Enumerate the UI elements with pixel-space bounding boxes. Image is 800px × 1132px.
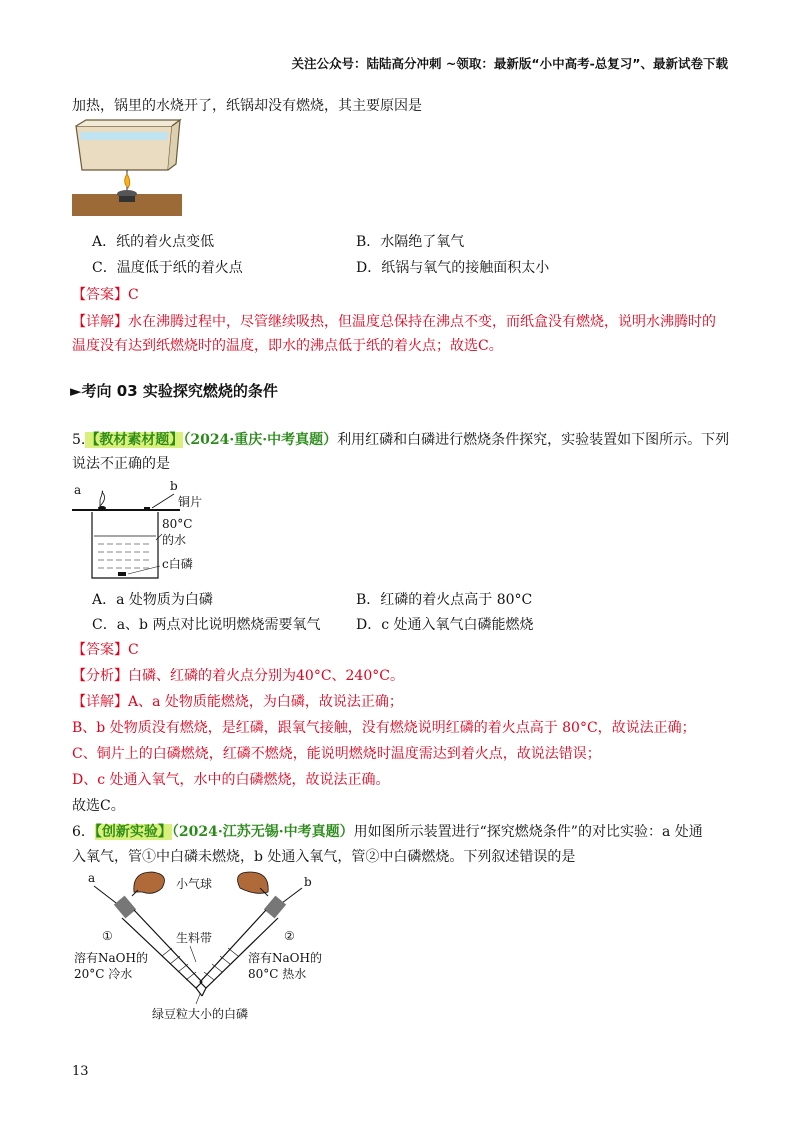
fig-label-right-line1: 溶有NaOH的 xyxy=(248,951,322,965)
q6-number: 6． xyxy=(72,824,95,840)
answer-label: 【答案】 xyxy=(72,287,128,303)
q5-option-a: A．a 处物质为白磷 xyxy=(92,592,213,608)
q4-option-d: D．纸锅与氧气的接触面积太小 xyxy=(356,260,550,276)
q5-detail-d: D、c 处通入氧气，水中的白磷燃烧，故说法正确。 xyxy=(72,772,390,788)
fig-label-water: 的水 xyxy=(162,533,187,547)
detail-label: 【详解】 xyxy=(72,314,128,330)
answer-value: C xyxy=(128,287,139,303)
q5-analysis xyxy=(72,664,732,688)
q5-detail-b: B、b 处物质没有燃烧，是红磷，跟氧气接触，没有燃烧说明红磷的着火点高于 80°C，故说法正确； xyxy=(72,720,696,736)
fig-label-right-line2: 80°C 热水 xyxy=(248,967,307,981)
page-header: 关注公众号：陆陆高分冲刺 ~领取：最新版“小中高考-总复习”、最新试卷下载 xyxy=(291,56,728,71)
q4-option-c: C．温度低于纸的着火点 xyxy=(92,260,243,276)
fig-label-b: b xyxy=(304,875,312,889)
fig-label-a: a xyxy=(74,483,82,497)
page-number: 13 xyxy=(72,1064,89,1079)
phosphorus-beaker-figure xyxy=(72,478,252,586)
analysis-text: 白磷、红磷的着火点分别为40°C、240°C。 xyxy=(128,668,404,684)
detail-text: A、a 处物质能燃烧，为白磷，故说法正确； xyxy=(128,694,403,710)
detail-label: 【详解】 xyxy=(72,694,128,710)
fig-label-a: a xyxy=(88,871,96,885)
q5-stem-text: 利用红磷和白磷进行燃烧条件探究，实验装置如下图所示。下列 xyxy=(337,432,730,448)
q5-conclusion: 故选C。 xyxy=(72,798,125,814)
y-tube-figure xyxy=(72,866,332,1026)
q5-source: （2024·重庆·中考真题） xyxy=(183,432,338,448)
fig-label-balloon: 小气球 xyxy=(176,877,213,891)
q5-option-c: C．a、b 两点对比说明燃烧需要氧气 xyxy=(92,617,321,633)
fig-label-tube1: ① xyxy=(102,929,113,943)
q4-detail-line1 xyxy=(72,310,732,334)
q5-stem-line1 xyxy=(72,428,732,452)
q4-answer xyxy=(72,283,732,307)
q4-stem: 加热，锅里的水烧开了，纸锅却没有燃烧，其主要原因是 xyxy=(72,98,422,114)
fig-label-copper: 铜片 xyxy=(178,495,203,509)
fig-label-tube2: ② xyxy=(284,929,295,943)
fig-label-temp: 80°C xyxy=(162,517,193,531)
q5-number: 5. xyxy=(72,432,86,448)
answer-label: 【答案】 xyxy=(72,642,128,658)
q6-stem-line2: 入氧气，管①中白磷未燃烧，b 处通入氧气，管②中白磷燃烧。下列叙述错误的是 xyxy=(72,849,576,865)
q5-detail-a xyxy=(72,690,732,714)
q4-detail-line2: 温度没有达到纸燃烧时的温度，即水的沸点低于纸的着火点；故选C。 xyxy=(72,338,503,354)
fig-label-left-line1: 溶有NaOH的 xyxy=(74,951,148,965)
fig-label-c: c白磷 xyxy=(162,557,193,571)
answer-value: C xyxy=(128,642,139,658)
q5-option-d: D．c 处通入氧气白磷能燃烧 xyxy=(356,617,534,633)
q4-option-a: A．纸的着火点变低 xyxy=(92,234,215,250)
q6-tag: 【创新实验】 xyxy=(94,824,172,840)
fig-label-left-line2: 20°C 冷水 xyxy=(74,967,133,981)
fig-label-tape: 生料带 xyxy=(176,931,213,945)
q6-stem-text: 用如图所示装置进行“探究燃烧条件”的对比实验：a 处通 xyxy=(353,824,703,840)
q5-stem-line2: 说法不正确的是 xyxy=(72,456,170,472)
q6-stem-line1 xyxy=(72,820,732,844)
analysis-label: 【分析】 xyxy=(72,668,128,684)
q5-tag: 【教材素材题】 xyxy=(85,432,184,448)
detail-text: 水在沸腾过程中，尽管继续吸热，但温度总保持在沸点不变，而纸盒没有燃烧，说明水沸腾时的 xyxy=(128,314,716,330)
paper-pot-figure xyxy=(72,118,182,220)
q4-option-b: B．水隔绝了氧气 xyxy=(356,234,465,250)
q5-detail-c: C、铜片上的白磷燃烧，红磷不燃烧，能说明燃烧时温度需达到着火点，故说法错误； xyxy=(72,746,601,762)
fig-label-bottom: 绿豆粒大小的白磷 xyxy=(152,1007,249,1021)
q5-answer xyxy=(72,638,732,662)
q6-source: （2024·江苏无锡·中考真题） xyxy=(171,824,354,840)
fig-label-b: b xyxy=(170,479,178,493)
q5-option-b: B．红磷的着火点高于 80°C xyxy=(356,592,533,608)
section-title: ►考向 03 实验探究燃烧的条件 xyxy=(70,382,278,400)
